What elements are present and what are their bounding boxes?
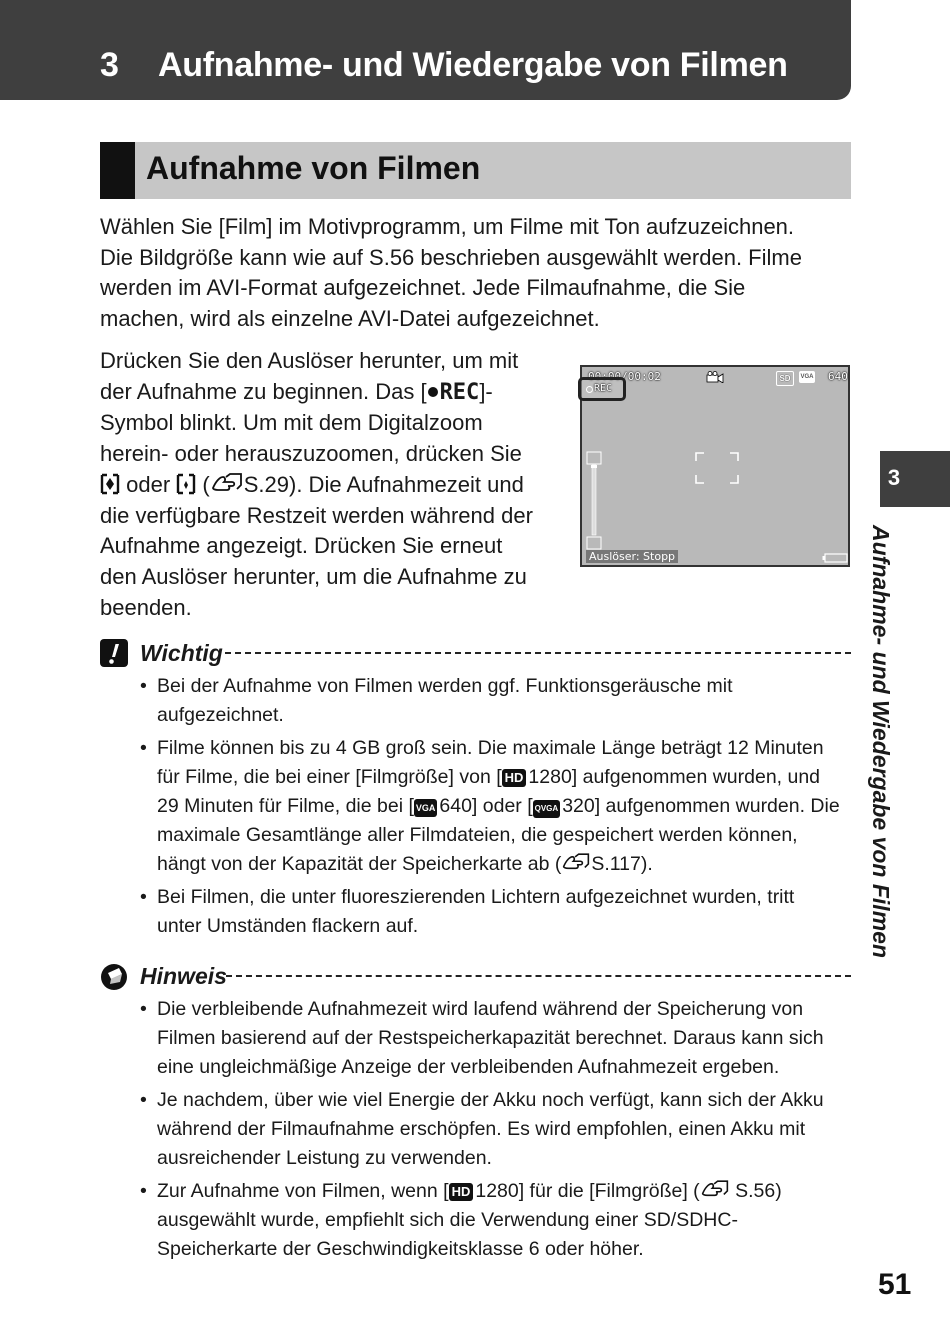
list-item-text: Filme können bis zu 4 GB groß sein. Die maximale Länge beträgt 12 Minuten für Filme, die bei einer [Filmgröße] von [ [157,737,824,788]
recording-time: 00:00/00:02 [588,370,661,383]
page-reference-icon [700,1180,730,1200]
zoom-tele-icon [100,473,120,495]
qvga-icon: QVGA [533,800,561,818]
intro-line: Wählen Sie [Film] im Motivprogramm, um Filme mit Ton aufzuzeichnen. [100,214,795,239]
instruction-line: den Auslöser herunter, um die Aufnahme zu [100,563,527,589]
list-item: • Die verbleibende Aufnahmezeit wird laufend während der Speicherung von Filmen basierend auf der Restspeicherkapazität berechnet. Daraus kann sich eine ungleichmäßige Anzeige der verbleibenden Aufnahmezeit ergeben. [140,995,840,1082]
instruction-line: die verfügbare Restzeit werden während der [100,502,533,528]
list-item: • Je nachdem, über wie viel Energie der Akku noch verfügt, kann sich der Akku während der Filmaufnahme erschöpfen. Es wird empfohlen, einen Akku mit ausreichender Leistung zu verwenden. [140,1086,840,1173]
hd-icon: HD [502,769,527,787]
list-item [140,734,840,879]
rec-label: REC [439,379,480,405]
rec-indicator-label: REC [594,383,613,394]
list-item-text: Zur Aufnahme von Filmen, wenn [ [157,1180,449,1202]
list-item: • Bei der Aufnahme von Filmen werden ggf. Funktionsgeräusche mit aufgezeichnet. [140,672,840,730]
instruction-line: beenden. [100,594,192,620]
hinweis-heading [100,961,851,991]
camera-screen-illustration [580,365,850,567]
intro-line: werden im AVI-Format aufgezeichnet. Jede Filmaufnahme, die Sie [100,275,746,301]
page-reference-icon [210,473,244,495]
list-item: • Bei Filmen, die unter fluoreszierenden Lichtern aufgezeichnet wurden, tritt unter Umständen flackern auf. [140,883,840,941]
vga-icon: VGA [799,371,815,383]
list-item-text: 1280] für die [Filmgröße] ( [475,1180,700,1202]
shutter-stop-label: Auslöser: Stopp [586,550,678,563]
battery-icon [822,553,848,563]
hinweis-list [140,995,840,1268]
hinweis-label: Hinweis [140,963,227,989]
list-item-text: S.56) ausgewählt wurde, empfiehlt sich die Verwendung einer SD/SDHC-Speicherkarte der Geschwindigkeitsklasse 6 oder höher. [157,1180,782,1260]
chapter-tab-number: 3 [887,465,901,490]
movie-size-label: 640 [828,370,848,383]
instruction-line: Drücken Sie den Auslöser herunter, um mit [100,348,519,373]
list-item-text: 320] aufgenommen wurden. Die maximale Gesamtlänge aller Filmdateien, die gespeichert werden können, hängt von der Kapazität der Speicherkarte ab ( [157,795,840,875]
page-reference-icon [561,853,591,873]
rec-dot-icon [586,386,593,393]
section-title: Aufnahme von Filmen [146,150,481,186]
chapter-tab [880,451,950,507]
instruction-text: S.29). Die Aufnahmezeit und [243,471,524,497]
instruction-text: oder [126,471,171,497]
focus-frame [694,451,740,485]
instruction-text: der Aufnahme zu beginnen. Das [ [100,378,427,404]
recording-instructions [100,346,570,623]
list-item-text: 1280] aufgenommen wurden, und 29 Minuten für Filme, die bei [ [157,766,821,817]
divider [226,975,851,977]
divider [225,652,851,654]
instruction-text: ( [202,471,210,497]
chapter-number: 3 [100,46,119,84]
section-marker [100,142,135,199]
instruction-line [100,470,570,501]
intro-line: machen, wird als einzelne AVI-Datei aufgezeichnet. [100,306,600,332]
chapter-title: Aufnahme- und Wiedergabe von Filmen [158,46,788,84]
zoom-wide-icon [176,473,196,495]
instruction-line [100,377,570,409]
sd-card-icon: SD [776,371,794,386]
vga-icon: VGA [414,799,438,817]
wichtig-label: Wichtig [140,640,223,666]
intro-paragraph [100,212,860,335]
instruction-line: Aufnahme angezeigt. Drücken Sie erneut [100,533,503,559]
list-item-text: S.117). [591,853,653,875]
movie-mode-icon [706,371,724,383]
page-number: 51 [878,1268,912,1301]
rec-icon [428,387,438,397]
list-item [140,1177,840,1264]
instruction-line: herein- oder herauszuzoomen, drücken Sie [100,441,522,467]
wichtig-heading [100,638,851,668]
zoom-bar [586,451,604,551]
note-icon [100,962,128,990]
chapter-banner [0,0,851,100]
instruction-text: ]- [479,378,493,404]
important-icon [100,639,128,667]
list-item-text: 640] oder [ [439,795,533,817]
instruction-line: Symbol blinkt. Um mit dem Digitalzoom [100,410,483,436]
intro-line: Die Bildgröße kann wie auf S.56 beschrieben ausgewählt werden. Filme [100,244,802,270]
section-heading [100,142,851,199]
chapter-tab-title: Aufnahme- und Wiedergabe von Filmen [868,525,894,958]
wichtig-list [140,672,840,945]
hd-icon: HD [449,1183,474,1201]
